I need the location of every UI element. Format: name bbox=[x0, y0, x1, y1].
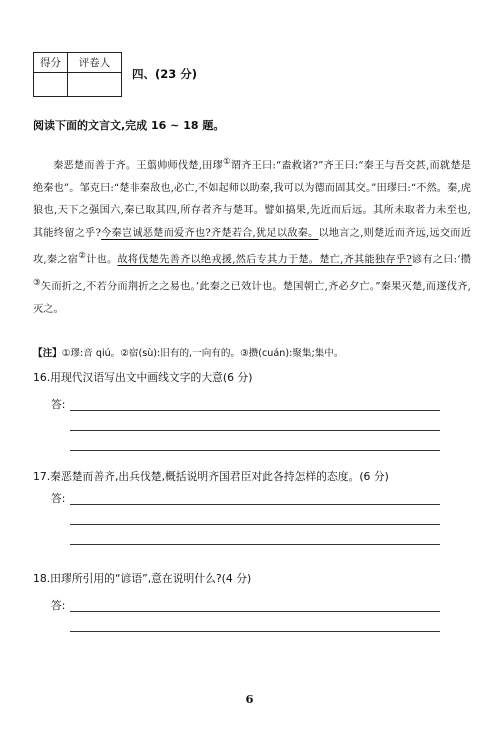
answer-line[interactable] bbox=[70, 611, 440, 612]
classical-passage bbox=[33, 151, 471, 321]
passage-text-3: 以地言之,则楚近而齐远,远交而近攻,秦之宿 bbox=[33, 227, 471, 266]
passage-text-4: 计也。 bbox=[86, 254, 118, 266]
answer-label-17: 答: bbox=[51, 492, 66, 505]
question-18 bbox=[33, 571, 473, 586]
answer-label-18: 答: bbox=[51, 599, 66, 612]
annotation-note bbox=[33, 345, 473, 359]
footnote-marker-3: ③ bbox=[33, 277, 41, 288]
page-number: 6 bbox=[245, 692, 254, 706]
underlined-sentence-1: 今秦岂诚恶楚而爱齐也?齐楚若合,犹足以敌秦。 bbox=[101, 227, 319, 239]
instruction: 阅读下面的文言文,完成 16 ~ 18 题。 bbox=[33, 119, 225, 132]
question-text: 秦恶楚而善齐,出兵伐楚,概括说明齐国君臣对此各持怎样的态度。(6 分) bbox=[50, 470, 389, 483]
score-header: 得分 bbox=[34, 53, 68, 73]
footnote-marker-2: ② bbox=[78, 251, 87, 262]
answer-line[interactable] bbox=[70, 450, 440, 451]
question-16 bbox=[33, 370, 473, 385]
passage-text-2: 谓齐王曰:“盍救诸?”齐王曰:“秦王与吾交甚,而就楚是绝秦也”。邹克曰:“楚非秦敌也,必亡,不如起师以助秦,我可以为德而固其交。”田璆曰:“不然。秦,虎狼也,天下之强国六,秦已取其四,所存者齐与楚耳。譬如搞果,先近而后远。其所未取者力未至也,其能终留之乎? bbox=[33, 160, 472, 239]
question-number: 16. bbox=[33, 371, 51, 384]
passage-text-5: 谚有之曰:‘攒 bbox=[411, 254, 471, 266]
question-17 bbox=[33, 469, 473, 484]
passage-text-1: 秦恶楚而善于齐。王翦帅师伐楚,田璆 bbox=[53, 160, 223, 172]
score-cell[interactable] bbox=[34, 73, 68, 97]
question-text: 田璆所引用的“谚语”,意在说明什么?(4 分) bbox=[50, 572, 252, 585]
answer-line[interactable] bbox=[70, 544, 440, 545]
answer-line[interactable] bbox=[70, 410, 440, 411]
passage-text-6: 矢而折之,不若分而荆折之之易也。’此秦之已效计也。楚国朝亡,齐必夕亡。”秦果灭楚,而遂伐齐,灭之。 bbox=[33, 281, 471, 315]
grader-cell[interactable] bbox=[68, 73, 122, 97]
footnote-marker-1: ① bbox=[222, 157, 231, 167]
answer-line[interactable] bbox=[70, 504, 440, 505]
underlined-sentence-2: 故将伐楚先善齐以绝戎援,然后专其力于楚。楚亡,齐其能独存乎? bbox=[117, 254, 412, 266]
note-text: ①璆:音 qiú。②宿(sù):旧有的,一向有的。③攒(cuán):聚集;集中。 bbox=[61, 348, 344, 359]
answer-line[interactable] bbox=[70, 430, 440, 431]
question-text: 用现代汉语写出文中画线文字的大意(6 分) bbox=[50, 371, 253, 384]
answer-line[interactable] bbox=[70, 524, 440, 525]
question-number: 18. bbox=[33, 572, 51, 585]
grader-header: 评卷人 bbox=[68, 53, 122, 73]
question-number: 17. bbox=[33, 470, 51, 483]
score-table bbox=[33, 52, 122, 97]
answer-label-16: 答: bbox=[51, 398, 66, 411]
answer-line[interactable] bbox=[70, 631, 440, 632]
section-title: 四、(23 分) bbox=[132, 67, 198, 81]
note-tag: 【注】 bbox=[33, 348, 62, 359]
